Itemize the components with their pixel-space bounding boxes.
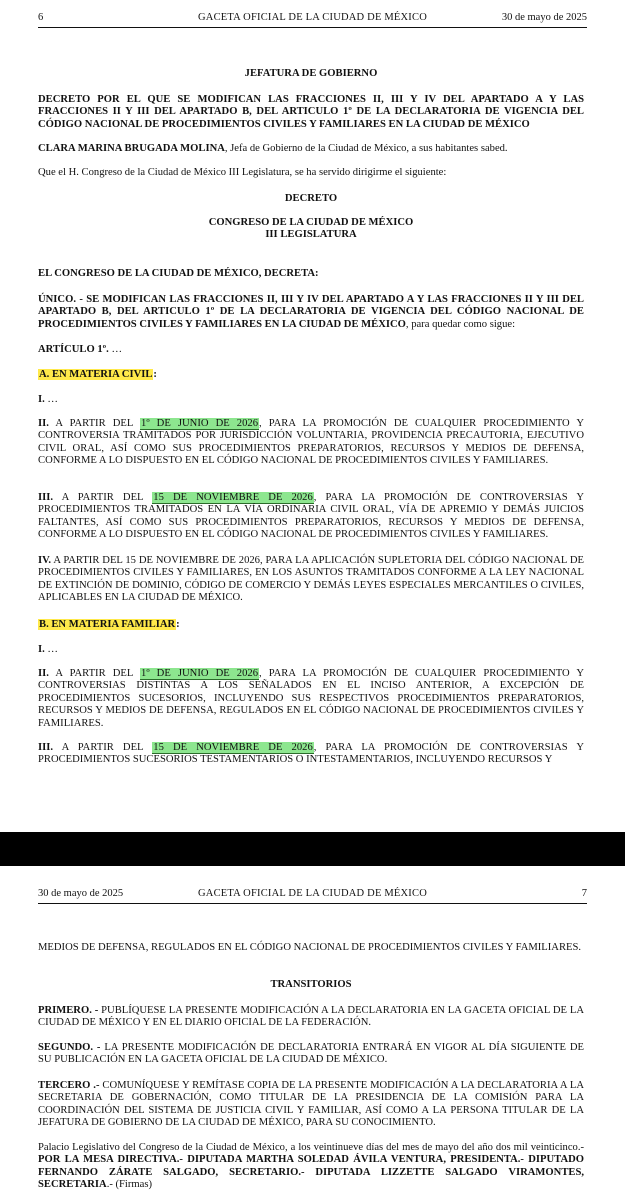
- section-a-heading: A. EN MATERIA CIVIL:: [39, 369, 157, 380]
- section-a-item-ii: II. A PARTIR DEL 1º DE JUNIO DE 2026, PARA LA PROMOCIÓN DE CUALQUIER PROCEDIMIENTO Y CONTROVERSIA TRAMITADOS POR JURISDICCIÓN VOLUNTARIA, PROVIDENCIA PRECAUTORIA, EJECUTIVO CIVIL ORAL, ASÍ COMO SUS PROCEDIMIENTOS PREPARATORIOS, RECURSOS Y MEDIOS DE DEFENSA, CONFORME A LO DISPUESTO EN EL CÓDIGO NACIONAL DE PROCEDIMIENTOS CIVILES Y FAMILIARES.: [38, 418, 584, 467]
- unico-paragraph: ÚNICO. - SE MODIFICAN LAS FRACCIONES II, III Y IV DEL APARTADO A Y LAS FRACCIONES II Y III DEL APARTADO B, DEL ARTICULO 1º DE LA DECLARATORIA DE VIGENCIA DEL CÓDIGO NACIONAL DE PROCEDIMIENTOS CIVILES Y FAMILIARES EN LA CIUDAD DE MÉXICO, para quedar como sigue:: [38, 294, 584, 330]
- highlight-green: 15 DE NOVIEMBRE DE 2026: [153, 492, 313, 503]
- header-date: 30 de mayo de 2025: [38, 888, 124, 899]
- intro-paragraph: CLARA MARINA BRUGADA MOLINA, Jefa de Gobierno de la Ciudad de México, a sus habitantes sabed.: [38, 143, 508, 154]
- congress-line: Que el H. Congreso de la Ciudad de México III Legislatura, se ha servido dirigirme el siguiente:: [38, 167, 447, 178]
- gazette-title: GACETA OFICIAL DE LA CIUDAD DE MÉXICO: [198, 12, 427, 23]
- continuation-text: MEDIOS DE DEFENSA, REGULADOS EN EL CÓDIGO NACIONAL DE PROCEDIMIENTOS CIVILES Y FAMILIARES.: [38, 942, 582, 953]
- transitorio-tercero: TERCERO .- COMUNÍQUESE Y REMÍTASE COPIA DE LA PRESENTE MODIFICACIÓN A LA DECLARATORIA A LA SECRETARIA DE GOBERNACIÓN, COMO TITULAR DE LA PRESIDENCIA DE LA COMISIÓN PARA LA COORDINACIÓN DEL SISTEMA DE JUSTICIA CIVIL Y FAMILIAR, ASÍ COMO A LA PERSONA TITULAR DE LA JEFATURA DE GOBIERNO DE LA CIUDAD DE MÉXICO, PARA SU CONOCIMIENTO.: [38, 1080, 584, 1129]
- page-number: 6: [38, 12, 44, 23]
- page-separator: [0, 832, 625, 866]
- transitorio-primero: PRIMERO. - PUBLÍQUESE LA PRESENTE MODIFICACIÓN A LA DECLARATORIA EN LA GACETA OFICIAL DE LA CIUDAD DE MÉXICO Y EN EL DIARIO OFICIAL DE LA FEDERACIÓN.: [38, 1005, 584, 1029]
- highlight-green: 15 DE NOVIEMBRE DE 2026: [153, 742, 313, 753]
- section-a-item-iv: IV. A PARTIR DEL 15 DE NOVIEMBRE DE 2026, PARA LA APLICACIÓN SUPLETORIA DEL CÓDIGO NACIONAL DE PROCEDIMIENTOS CIVILES Y FAMILIARES, EN LOS ASUNTOS TRAMITADOS CONFORME A LA LEY NACIONAL DE EXTINCIÓN DE DOMINIO, CÓDIGO DE COMERCIO Y DEMÁS LEYES ESPECIALES MERCANTILES O CIVILES, APLICABLES EN LA CIUDAD DE MÉXICO.: [38, 555, 584, 604]
- header-rule: [38, 903, 587, 904]
- header-date: 30 de mayo de 2025: [501, 12, 587, 23]
- gazette-title: GACETA OFICIAL DE LA CIUDAD DE MÉXICO: [198, 888, 427, 899]
- section-b-heading: B. EN MATERIA FAMILIAR:: [39, 619, 180, 630]
- highlight-yellow: A. EN MATERIA CIVIL: [39, 369, 153, 380]
- section-a-item-i: I. …: [38, 394, 59, 405]
- section-b-item-ii: II. A PARTIR DEL 1º DE JUNIO DE 2026, PARA LA PROMOCIÓN DE CUALQUIER PROCEDIMIENTO Y CONTROVERSIAS DISTINTAS A LOS SEÑALADOS EN EL INCISO ANTERIOR, A EXCEPCIÓN DE PROCEDIMIENTOS SUCESORIOS, INCLUYENDO SUS RESPECTIVOS PROCEDIMIENTOS PREPARATORIOS, RECURSOS Y MEDIOS DE DEFENSA, REGULADOS EN EL CÓDIGO NACIONAL DE PROCEDIMIENTOS CIVILES Y FAMILIARES.: [38, 668, 584, 729]
- highlight-green: 1º DE JUNIO DE 2026: [141, 668, 258, 679]
- page-number: 7: [581, 888, 587, 899]
- office-heading: JEFATURA DE GOBIERNO: [244, 68, 378, 79]
- highlight-yellow: B. EN MATERIA FAMILIAR: [39, 619, 176, 630]
- gazette-page-7: [0, 866, 625, 1200]
- section-b-item-iii: III. A PARTIR DEL 15 DE NOVIEMBRE DE 2026, PARA LA PROMOCIÓN DE CONTROVERSIAS Y PROCEDIMIENTOS SUCESORIOS TESTAMENTARIOS O INTESTAMENTARIOS, INCLUYENDO RECURSOS Y: [38, 742, 585, 766]
- articulo-line: ARTÍCULO 1º. …: [38, 344, 123, 355]
- decree-title: DECRETO POR EL QUE SE MODIFICAN LAS FRACCIONES II, III Y IV DEL APARTADO A Y LAS FRACCIONES II Y III DEL APARTADO B, DEL ARTICULO 1º DE LA DECLARATORIA DE VIGENCIA DEL CÓDIGO NACIONAL DE PROCEDIMIENTOS CIVILES Y FAMILIARES EN LA CIUDAD DE MÉXICO: [38, 94, 584, 130]
- section-b-item-i: I. …: [38, 644, 59, 655]
- section-a-item-iii: III. A PARTIR DEL 15 DE NOVIEMBRE DE 2026, PARA LA PROMOCIÓN DE CONTROVERSIAS Y PROCEDIMIENTOS TRAMITADOS EN LA VÍA ORDINARIA CIVIL ORAL, VÍA DE APREMIO Y DEMÁS JUICIOS FALTANTES, ASÍ COMO SUS PROCEDIMIENTOS PREPARATORIOS, RECURSOS Y MEDIOS DE DEFENSA, CONFORME A LO DISPUESTO EN EL CÓDIGO NACIONAL DE PROCEDIMIENTOS CIVILES Y FAMILIARES.: [38, 492, 585, 541]
- header-rule: [38, 27, 587, 28]
- congress-heading: CONGRESO DE LA CIUDAD DE MÉXICO III LEGISLATURA: [208, 217, 414, 241]
- transitorios-heading: TRANSITORIOS: [270, 979, 352, 990]
- highlight-green: 1º DE JUNIO DE 2026: [141, 418, 258, 429]
- decreta-line: EL CONGRESO DE LA CIUDAD DE MÉXICO, DECRETA:: [38, 268, 319, 279]
- decreto-heading: DECRETO: [284, 193, 338, 204]
- closing-paragraph: Palacio Legislativo del Congreso de la Ciudad de México, a los veintinueve días del mes de mayo del año dos mil veinticinco.- POR LA MESA DIRECTIVA.- DIPUTADA MARTHA SOLEDAD ÁVILA VENTURA, PRESIDENTA.- DIPUTADO FERNANDO ZÁRATE SALGADO, SECRETARIO.- DIPUTADA LIZZETTE SALGADO VIRAMONTES, SECRETARIA.- (Firmas): [38, 1142, 584, 1191]
- transitorio-segundo: SEGUNDO. - LA PRESENTE MODIFICACIÓN DE DECLARATORIA ENTRARÁ EN VIGOR AL DÍA SIGUIENTE DE SU PUBLICACIÓN EN LA GACETA OFICIAL DE LA CIUDAD DE MÉXICO.: [38, 1042, 584, 1066]
